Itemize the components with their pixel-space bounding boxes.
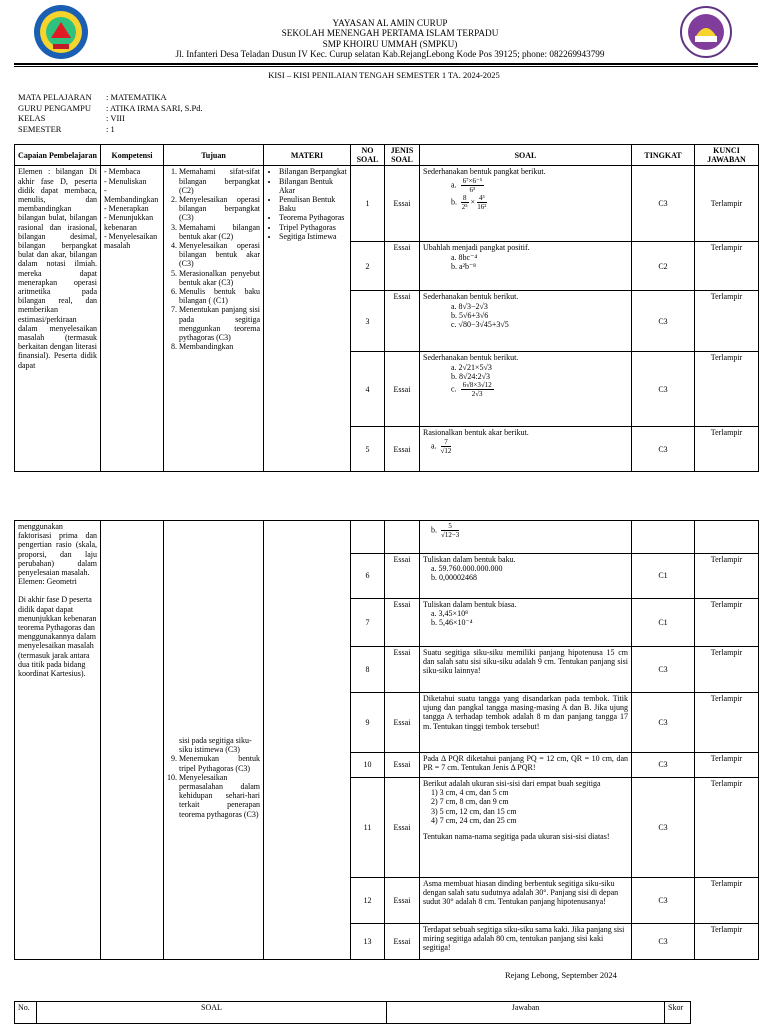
col-header: NO SOAL — [351, 145, 385, 166]
kunci-jawaban: Terlampir — [695, 166, 759, 242]
yayasan-logo-icon — [33, 4, 89, 60]
soal-text: Sederhanakan bentuk pangkat berikut. a. $\frac{\text{6⁷×6⁻⁵}}{\text{6³}}$ b. $\frac{8}{\text{2⁵}}$ × $\frac{\text{4³}}{\text{16²}}$ — [420, 166, 632, 242]
fraction: $\frac{7}{√12}$ — [440, 437, 452, 455]
table-row: 13 Essai Terdapat sebuah segitiga siku-siku sama kaki. Jika panjang sisi miring segitiga adalah 80 cm, tentukan panjang sisi kaki segitiga! C3 Terlampir — [15, 924, 759, 960]
col-header: No. — [15, 1002, 37, 1024]
no-soal: 1 — [351, 166, 385, 242]
col-header: TINGKAT — [632, 145, 695, 166]
fraction: $\frac{6√8\times 3√12}{2√3}$ — [462, 381, 492, 399]
letterhead — [0, 0, 768, 66]
table-row: 8 Essai Suatu segitiga siku-siku memiliki panjang hipotenusa 15 cm dan salah satu sisi siku-siku adalah 9 cm. Tentukan panjang sisi siku-siku lainnya! C3 Terlampir — [15, 647, 759, 693]
table-row — [15, 166, 759, 242]
org-line-2: SEKOLAH MENENGAH PERTAMA ISLAM TERPADU — [281, 28, 499, 39]
kompetensi-cont — [101, 521, 164, 960]
col-header: KUNCI JAWABAN — [695, 145, 759, 166]
col-header: Jawaban — [387, 1002, 665, 1024]
kunci-jawaban: Terlampir — [695, 291, 759, 352]
table-header-row — [15, 145, 759, 166]
document-meta — [18, 92, 203, 134]
no-soal — [351, 521, 385, 554]
table-row: 9 Essai Diketahui suatu tangga yang disandarkan pada tembok. Titik ujung dan pangkal tangga masing-masing A dan B. Jika ujung tangga A terhadap tembok adalah 8 m dan panjang tangga 17 m. Tentukan tinggi tembok tersebut! C3 Terlampir — [15, 693, 759, 753]
materi-list: • Bilangan Berpangkat • Bilangan Bentuk Akar • Penulisan Bentuk Baku • Teorema Pythagoras • Tripel Pythagoras • Segitiga Istimewa — [264, 166, 351, 472]
soal-text: Berikut adalah ukuran sisi-sisi dari empat buah segitiga 1) 3 cm, 4 cm, dan 5 cm 2) 7 cm, 8 cm, dan 9 cm 3) 5 cm, 12 cm, dan 15 cm 4) 7 cm, 24 cm, dan 25 cm Tentukan nama-nama segitiga pada ukuran sisi-sisi diatas! — [420, 778, 632, 878]
kunci-jawaban: Terlampir — [695, 427, 759, 472]
jenis-soal: Essai — [385, 291, 420, 352]
kompetensi-list: - Membaca - Menuliskan - Membandingkan - Menerapkan - Menunjukkan kebenaran - Menyelesaikan masalah — [101, 166, 164, 472]
table-row: 12 Essai Asma membuat hiasan dinding berbentuk segitiga siku-siku dengan salah satu sudutnya adalah 30°. Panjang sisi di depan sudut 30° adalah 8 cm. Tentukan panjang hipotenusanya! C3 Terlampir — [15, 878, 759, 924]
no-soal: 5 — [351, 427, 385, 472]
fraction: $\frac{\text{4³}}{\text{16²}}$ — [477, 193, 487, 211]
soal-text: Sederhanakan bentuk berikut. a. 2√21×5√3 b. 8√24:2√3 c. $\frac{6√8\times 3√12}{2√3}$ — [420, 352, 632, 427]
no-soal: 2 — [351, 242, 385, 291]
soal-text: Sederhanakan bentuk berikut. a. 8√3−2√3 b. 5√6+3√6 c. √80−3√45+3√5 — [420, 291, 632, 352]
table-row — [15, 521, 759, 554]
fraction: $\frac{8}{\text{2⁵}}$ — [461, 193, 468, 211]
meta-row: MATA PELAJARAN : MATEMATIKA — [18, 92, 167, 102]
meta-row: SEMESTER : 1 — [18, 123, 115, 134]
organization-name — [100, 18, 680, 60]
jenis-soal: Essai — [385, 242, 420, 291]
header-rule — [14, 63, 758, 65]
col-header: Kompetensi — [101, 145, 164, 166]
tingkat: C3 — [632, 166, 695, 242]
table-row: 10 Essai Pada Δ PQR diketahui panjang PQ = 12 cm, QR = 10 cm, dan PR = 7 cm. Tentukan Jenis Δ PQR! C3 Terlampir — [15, 753, 759, 778]
meta-row: KELAS : VIII — [18, 113, 125, 123]
table-row: 6 Essai Tuliskan dalam bentuk baku. a. 59.760.000.000.000 b. 0,00002468 C1 Terlampir — [15, 554, 759, 599]
col-header: SOAL — [420, 145, 632, 166]
table-row: 7 Essai Tuliskan dalam bentuk biasa. a. 3,45×10⁸ b. 5,46×10⁻⁴ C1 Terlampir — [15, 599, 759, 647]
signature-place-date: Rejang Lebong, September 2024 — [505, 970, 617, 980]
document-title: KISI – KISI PENILAIAN TENGAH SEMESTER 1 TA. 2024-2025 — [268, 70, 500, 80]
capaian-pembelajaran: Elemen : bilangan Di akhir fase D, peserta didik dapat membaca, menulis, dan membandingkan bilangan bulat, bilangan rasional dan irasional, bilangan desimal, bilangan berpangkat bulat dan akar, bilangan dalam notasi ilmiah. mereka dapat menerapkan operasi aritmetika pada bilangan real, dan memberikan estimasi/perkiraan dalam menyelesaikan masalah (termasuk berkaitan dengan literasi finansial). Peserta didik dapat — [15, 166, 101, 472]
kisi-table-page2 — [14, 520, 759, 960]
fraction: $\frac{5}{√12-3}$ — [441, 522, 460, 539]
soal-text: Ubahlah menjadi pangkat positif. a. 8bc⁻⁴ b. a²b⁻⁸ — [420, 242, 632, 291]
fraction: $\frac{\text{6⁷×6⁻⁵}}{\text{6³}}$ — [462, 176, 483, 194]
jenis-soal: Essai — [385, 166, 420, 242]
tingkat — [632, 521, 695, 554]
col-header: SOAL — [37, 1002, 387, 1024]
kunci-jawaban: Terlampir — [695, 242, 759, 291]
soal-text: Tuliskan dalam bentuk biasa. a. 3,45×10⁸ b. 5,46×10⁻⁴ — [420, 599, 632, 647]
org-line-3: SMP KHOIRU UMMAH (SMPKU) — [322, 38, 458, 49]
soal-text: Tuliskan dalam bentuk baku. a. 59.760.000.000.000 b. 0,00002468 — [420, 554, 632, 599]
col-header: Capaian Pembelajaran — [15, 145, 101, 166]
kunci-jawaban — [695, 521, 759, 554]
soal-text: Rasionalkan bentuk akar berikut. a. $\frac{7}{√12}$ — [420, 427, 632, 472]
kisi-table-page1 — [14, 144, 759, 472]
meta-row: GURU PENGAMPU : ATIKA IRMA SARI, S.Pd. — [18, 102, 203, 113]
table-row: 11 Essai Berikut adalah ukuran sisi-sisi dari empat buah segitiga 1) 3 cm, 4 cm, dan 5 cm 2) 7 cm, 8 cm, dan 9 cm 3) 5 cm, 12 cm, dan 15 cm 4) 7 cm, 24 cm, dan 25 cm Tentukan nama-nama segitiga pada ukuran sisi-sisi diatas! C3 Terlampir — [15, 778, 759, 878]
school-logo-icon — [680, 6, 732, 58]
jenis-soal: Essai — [385, 427, 420, 472]
answer-key-table — [14, 1001, 691, 1024]
soal-text: b. $\frac{5}{√12-3}$ — [420, 521, 632, 554]
col-header: Skor — [665, 1002, 691, 1024]
no-soal: 4 — [351, 352, 385, 427]
no-soal: 3 — [351, 291, 385, 352]
capaian-pembelajaran-cont: menggunakan faktorisasi prima dan pengertian rasio (skala, proporsi, dan laju perubahan) dalam penyelesaian masalah. Elemen: Geometri Di akhir fase D peserta didik dapat dapat menunjukkan kebenaran teorema Pythagoras dan menggunakannya dalam menyelesaikan masalah (termasuk jarak antara dua titik pada bidang koordinat Kartesius). — [15, 521, 101, 960]
tingkat: C2 — [632, 242, 695, 291]
tingkat: C3 — [632, 427, 695, 472]
jenis-soal — [385, 521, 420, 554]
materi-cont — [264, 521, 351, 960]
tingkat: C3 — [632, 352, 695, 427]
tingkat: C3 — [632, 291, 695, 352]
header-rule-thin — [14, 66, 758, 67]
kunci-jawaban: Terlampir — [695, 352, 759, 427]
col-header: Tujuan — [164, 145, 264, 166]
col-header: JENIS SOAL — [385, 145, 420, 166]
org-address: Jl. Infanteri Desa Teladan Dusun IV Kec. Curup selatan Kab.RejangLebong Kode Pos 39125; phone: 082269943799 — [175, 49, 605, 60]
tujuan-list: 1. Memahami sifat-sifat bilangan berpangkat (C2) 2. Menyelesaikan operasi bilangan berpangkat (C3) 3. Memahami bilangan bentuk akar (C2) 4. Menyelesaikan operasi bilangan bentuk akar (C3) 5. Merasionalkan penyebut bentuk akar (C3) 6. Menulis bentuk baku bilangan ( (C1) 7. Menentukan panjang sisi pada segitiga menggunkan teorema pythagoras (C3) 8. Membandingkan — [164, 166, 264, 472]
col-header: MATERI — [264, 145, 351, 166]
tujuan-cont: sisi pada segitiga siku-siku istimewa (C3) 9. Menemukan bentuk tripel Pythagoras (C3) 10. Menyelesaikan permasalahan dalam kehidupan sehari-hari terkait penerapan teorema pythagoras (C3) — [164, 521, 264, 960]
jenis-soal: Essai — [385, 352, 420, 427]
org-line-1: YAYASAN AL AMIN CURUP — [332, 18, 448, 28]
